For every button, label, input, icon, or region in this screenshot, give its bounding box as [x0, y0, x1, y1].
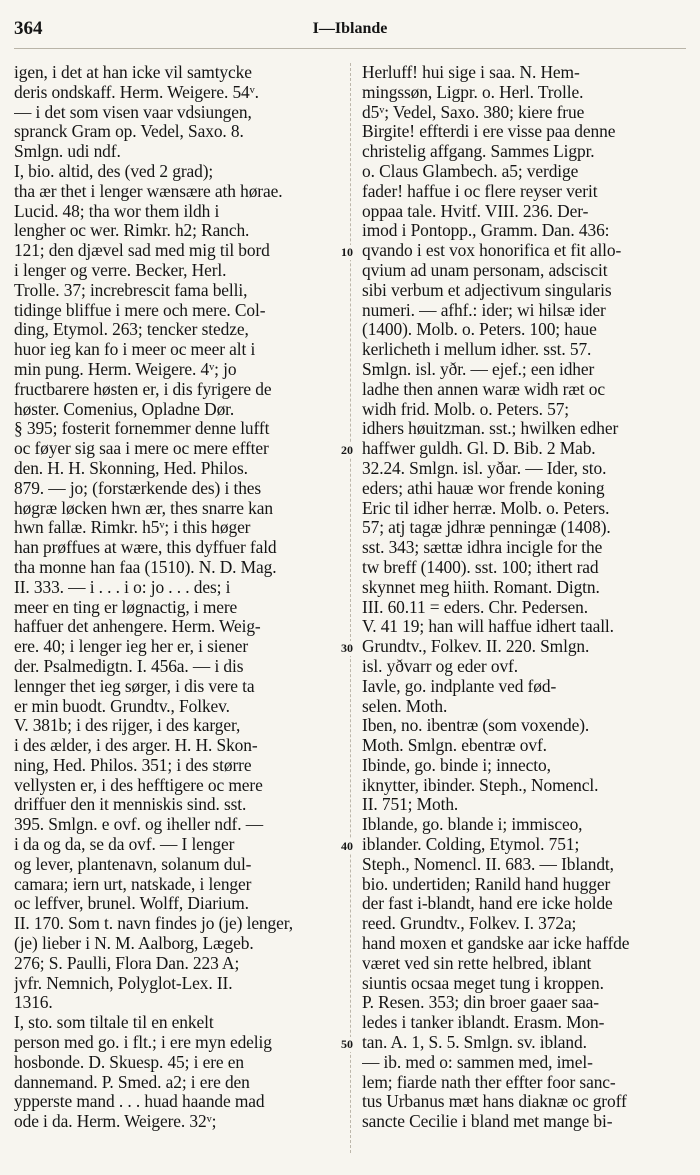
text-line: vellysten er, i des hefftigere oc mere — [14, 775, 263, 795]
text-line: ding, Etymol. 263; tencker stedze, — [14, 320, 249, 340]
text-line: Grundtv., Folkev. II. 220. Smlgn. — [362, 637, 590, 657]
text-line: idhers høuitzman. sst.; hwilken edher — [362, 419, 619, 439]
line-number: 40 — [333, 839, 361, 854]
text-line: fader! haffue i oc flere reyser verit — [362, 181, 598, 201]
text-line: 32.24. Smlgn. isl. yðar. — Ider, sto. — [362, 458, 607, 478]
text-line: o. Claus Glambech. a5; verdige — [362, 161, 579, 181]
text-line: d5ᵛ; Vedel, Saxo. 380; kiere frue — [362, 102, 585, 122]
text-line: 121; den djævel sad med mig til bord — [14, 241, 270, 261]
text-line: II. 333. — i . . . i o: jo . . . des; i — [14, 577, 231, 597]
text-line: tidinge bliffue i mere och mere. Col- — [14, 300, 266, 320]
text-line: Moth. Smlgn. ebentræ ovf. — [362, 736, 547, 756]
line-number: 30 — [333, 641, 361, 656]
text-line: der fast i-blandt, hand ere icke holde — [362, 894, 613, 914]
text-line: qvium ad unam personam, adsciscit — [362, 260, 608, 280]
text-line: i des ælder, i des arger. H. H. Skon- — [14, 736, 258, 756]
text-line: Eric til idher herræ. Molb. o. Peters. — [362, 498, 610, 518]
text-line: ode i da. Herm. Weigere. 32ᵛ; — [14, 1112, 217, 1132]
text-line: christelig affgang. Sammes Ligpr. — [362, 142, 595, 162]
text-line: — ib. med o: sammen med, imel- — [362, 1052, 593, 1072]
text-line: oppaa tale. Hvitf. VIII. 236. Der- — [362, 201, 589, 221]
text-line: Ibinde, go. binde i; innecto, — [362, 755, 551, 775]
text-line: II. 170. Som t. navn findes jo (je) lenger, — [14, 914, 293, 934]
text-line: haffwer guldh. Gl. D. Bib. 2 Mab. — [362, 439, 596, 459]
text-line: Iavle, go. indplante ved fød- — [362, 676, 557, 696]
text-line: ning, Hed. Philos. 351; i des større — [14, 755, 252, 775]
text-line: (1400). Molb. o. Peters. 100; haue — [362, 320, 597, 340]
text-line: er min buodt. Grundtv., Folkev. — [14, 696, 230, 716]
text-line: jvfr. Nemnich, Polyglot-Lex. II. — [14, 973, 233, 993]
text-line: Herluff! hui sige i saa. N. Hem- — [362, 63, 580, 82]
text-line: widh frid. Molb. o. Peters. 57; — [362, 399, 570, 419]
text-line: deris ondskaff. Herm. Weigere. 54ᵛ. — [14, 82, 259, 102]
text-line: spranck Gram op. Vedel, Saxo. 8. — [14, 122, 244, 142]
line-number: 20 — [333, 443, 361, 458]
text-line: tw breff (1400). sst. 100; ithert rad — [362, 557, 599, 577]
text-line: mingssøn, Ligpr. o. Herl. Trolle. — [362, 82, 584, 102]
text-line: numeri. — afhf.: ider; wi hilsæ ider — [362, 300, 606, 320]
text-line: dannemand. P. Smed. a2; i ere den — [14, 1072, 250, 1092]
text-line: (je) lieber i N. M. Aalborg, Lægeb. — [14, 934, 254, 954]
text-line: kerlicheth i mellum idher. sst. 57. — [362, 340, 592, 360]
text-line: sibi verbum et adjectivum singularis — [362, 280, 612, 300]
text-line: Smlgn. udi ndf. — [14, 142, 121, 162]
line-number: 50 — [333, 1037, 361, 1052]
text-line: tus Urbanus mæt hans diaknæ oc groff — [362, 1092, 627, 1112]
text-line: siuntis ocsaa meget tung i kroppen. — [362, 973, 604, 993]
text-line: § 395; fosterit fornemmer denne lufft — [14, 419, 270, 439]
text-line: person med go. i flt.; i ere myn edelig — [14, 1033, 272, 1053]
text-line: den. H. H. Skonning, Hed. Philos. — [14, 458, 248, 478]
text-line: tha monne han faa (1510). N. D. Mag. — [14, 557, 277, 577]
text-line: — i det som visen vaar vdsiungen, — [14, 102, 252, 122]
text-line: driffuer den it menniskis sind. sst. — [14, 795, 247, 815]
text-line: Trolle. 37; increbrescit fama belli, — [14, 280, 248, 300]
text-line: eders; athi hauæ wor frende koning — [362, 478, 605, 498]
text-line: skynnet meg hiith. Romant. Digtn. — [362, 577, 600, 597]
text-line: iblander. Colding, Etymol. 751; — [362, 835, 580, 855]
line-number: 10 — [333, 245, 361, 260]
left-column — [14, 63, 337, 1132]
column-divider — [350, 63, 352, 1153]
text-line: og lever, plantenavn, solanum dul- — [14, 854, 252, 874]
text-line: imod i Pontopp., Gramm. Dan. 436: — [362, 221, 610, 241]
text-line: sst. 343; sættæ idhra incigle for the — [362, 538, 603, 558]
text-line: 879. — jo; (forstærkende des) i thes — [14, 478, 262, 498]
text-line: oc leffver, brunel. Wolff, Diarium. — [14, 894, 249, 914]
text-line: sancte Cecilie i bland met mange bi- — [362, 1112, 613, 1132]
text-line: qvando i est vox honorifica et fit allo- — [362, 241, 622, 261]
text-line: oc føyer sig saa i mere oc mere effter — [14, 439, 269, 459]
text-line: haffuer det anhengere. Herm. Weig- — [14, 617, 261, 637]
text-line: fructbarere høsten er, i dis fyrigere de — [14, 379, 272, 399]
text-line: V. 381b; i des rijger, i des karger, — [14, 716, 241, 736]
text-line: III. 60.11 = eders. Chr. Pedersen. — [362, 597, 588, 617]
text-line: været ved sin rette helbred, iblant — [362, 953, 592, 973]
text-line: 1316. — [14, 993, 53, 1013]
page-number: 364 — [14, 18, 43, 39]
text-line: tan. A. 1, S. 5. Smlgn. sv. ibland. — [362, 1033, 587, 1053]
text-line: han prøffues at wære, this dyffuer fald — [14, 538, 277, 558]
running-head: I—Iblande — [312, 20, 388, 37]
text-line: hosbonde. D. Skuesp. 45; i ere en — [14, 1052, 244, 1072]
text-line: hand moxen et gandske aar icke haffde — [362, 934, 630, 954]
text-line: min pung. Herm. Weigere. 4ᵛ; jo — [14, 359, 237, 379]
text-line: selen. Moth. — [362, 696, 448, 716]
text-line: isl. yðvarr og eder ovf. — [362, 656, 519, 676]
text-line: i lenger og verre. Becker, Herl. — [14, 260, 227, 280]
text-line: Steph., Nomencl. II. 683. — Iblandt, — [362, 854, 614, 874]
text-line: ere. 40; i lenger ieg her er, i siener — [14, 637, 249, 657]
page-header — [14, 18, 686, 49]
text-line: lem; fiarde nath ther effter foor sanc- — [362, 1072, 616, 1092]
text-line: bio. undertiden; Ranild hand hugger — [362, 874, 611, 894]
text-line: huor ieg kan fo i meer oc meer alt i — [14, 340, 256, 360]
text-line: Iben, no. ibentræ (som voxende). — [362, 716, 590, 736]
text-line: iknytter, ibinder. Steph., Nomencl. — [362, 775, 599, 795]
text-line: I, sto. som tiltale til en enkelt — [14, 1013, 214, 1033]
text-line: høster. Comenius, Opladne Dør. — [14, 399, 235, 419]
text-line: hwn fallæ. Rimkr. h5ᵛ; i this høger — [14, 518, 251, 538]
text-line: ypperste mand . . . huad haande mad — [14, 1092, 265, 1112]
text-line: P. Resen. 353; din broer gaaer saa- — [362, 993, 599, 1013]
text-line: ladhe then annen waræ widh ræt oc — [362, 379, 605, 399]
text-line: tha ær thet i lenger wænsære ath hørae. — [14, 181, 283, 201]
text-line: høgræ løcken hwn ær, thes snarre kan — [14, 498, 273, 518]
text-line: lennger thet ieg sørger, i dis vere ta — [14, 676, 255, 696]
text-line: der. Psalmedigtn. I. 456a. — i dis — [14, 656, 244, 676]
text-line: 276; S. Paulli, Flora Dan. 223 A; — [14, 953, 240, 973]
text-line: Smlgn. isl. yðr. — ejef.; een idher — [362, 359, 595, 379]
text-line: reed. Grundtv., Folkev. I. 372a; — [362, 914, 577, 934]
text-line: igen, i det at han icke vil samtycke — [14, 63, 252, 82]
text-line: Iblande, go. blande i; immisceo, — [362, 815, 583, 835]
text-line: Lucid. 48; tha wor them ildh i — [14, 201, 220, 221]
right-column — [362, 63, 684, 1132]
text-line: ledes i tanker iblandt. Erasm. Mon- — [362, 1013, 605, 1033]
text-line: camara; iern urt, natskade, i lenger — [14, 874, 252, 894]
text-line: 395. Smlgn. e ovf. og iheller ndf. — — [14, 815, 264, 835]
text-line: i da og da, se da ovf. — I lenger — [14, 835, 235, 855]
text-line: I, bio. altid, des (ved 2 grad); — [14, 161, 214, 181]
text-line: V. 41 19; han will haffue idhert taall. — [362, 617, 614, 637]
text-line: meer en ting er løgnactig, i mere — [14, 597, 238, 617]
text-line: 57; atj tagæ jdhræ penningæ (1408). — [362, 518, 611, 538]
text-line: Birgite! effterdi i ere visse paa denne — [362, 122, 616, 142]
text-line: II. 751; Moth. — [362, 795, 459, 815]
text-line: lengher oc wer. Rimkr. h2; Ranch. — [14, 221, 250, 241]
